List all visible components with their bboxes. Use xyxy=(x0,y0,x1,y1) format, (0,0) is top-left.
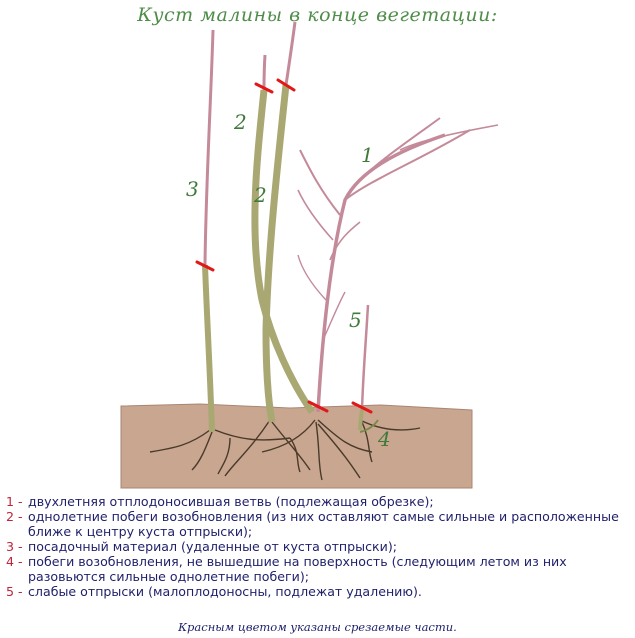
callout-4: 4 xyxy=(378,427,391,451)
callout-2a: 2 xyxy=(234,110,247,134)
footnote: Красным цветом указаны срезаемые части. xyxy=(178,620,457,634)
legend-item-5 xyxy=(6,584,634,599)
legend-num: 1 - xyxy=(6,494,23,509)
diagram-title: Куст малины в конце вегетации: xyxy=(137,4,498,26)
soil xyxy=(121,404,472,488)
legend-text: посадочный материал (удаленные от куста отпрыски); xyxy=(28,539,397,554)
callout-2b: 2 xyxy=(254,183,267,207)
legend-text: двухлетняя отплодоносившая ветвь (подлежащая обрезке); xyxy=(28,494,434,509)
legend-item-1 xyxy=(6,494,634,509)
callout-1: 1 xyxy=(361,143,374,167)
legend-num: 2 - xyxy=(6,509,23,524)
shoot-3 xyxy=(205,30,213,432)
legend-item-4 xyxy=(6,554,634,584)
legend-text: слабые отпрыски (малоплодоносны, подлежат удалению). xyxy=(28,584,422,599)
callout-5: 5 xyxy=(349,308,362,332)
legend-item-3 xyxy=(6,539,634,554)
legend-num: 3 - xyxy=(6,539,23,554)
legend-num: 4 - xyxy=(6,554,23,569)
legend-text: однолетние побеги возобновления (из них оставляют самые сильные и расположенные ближе к центру куста отпрыски); xyxy=(28,509,619,539)
legend-num: 5 - xyxy=(6,584,23,599)
callout-3: 3 xyxy=(186,177,199,201)
legend xyxy=(6,494,634,599)
legend-text: побеги возобновления, не вышедшие на поверхность (следующим летом из них разовьются сильные однолетние побеги); xyxy=(28,554,567,584)
legend-item-2 xyxy=(6,509,634,539)
shoot-1 xyxy=(298,118,498,412)
